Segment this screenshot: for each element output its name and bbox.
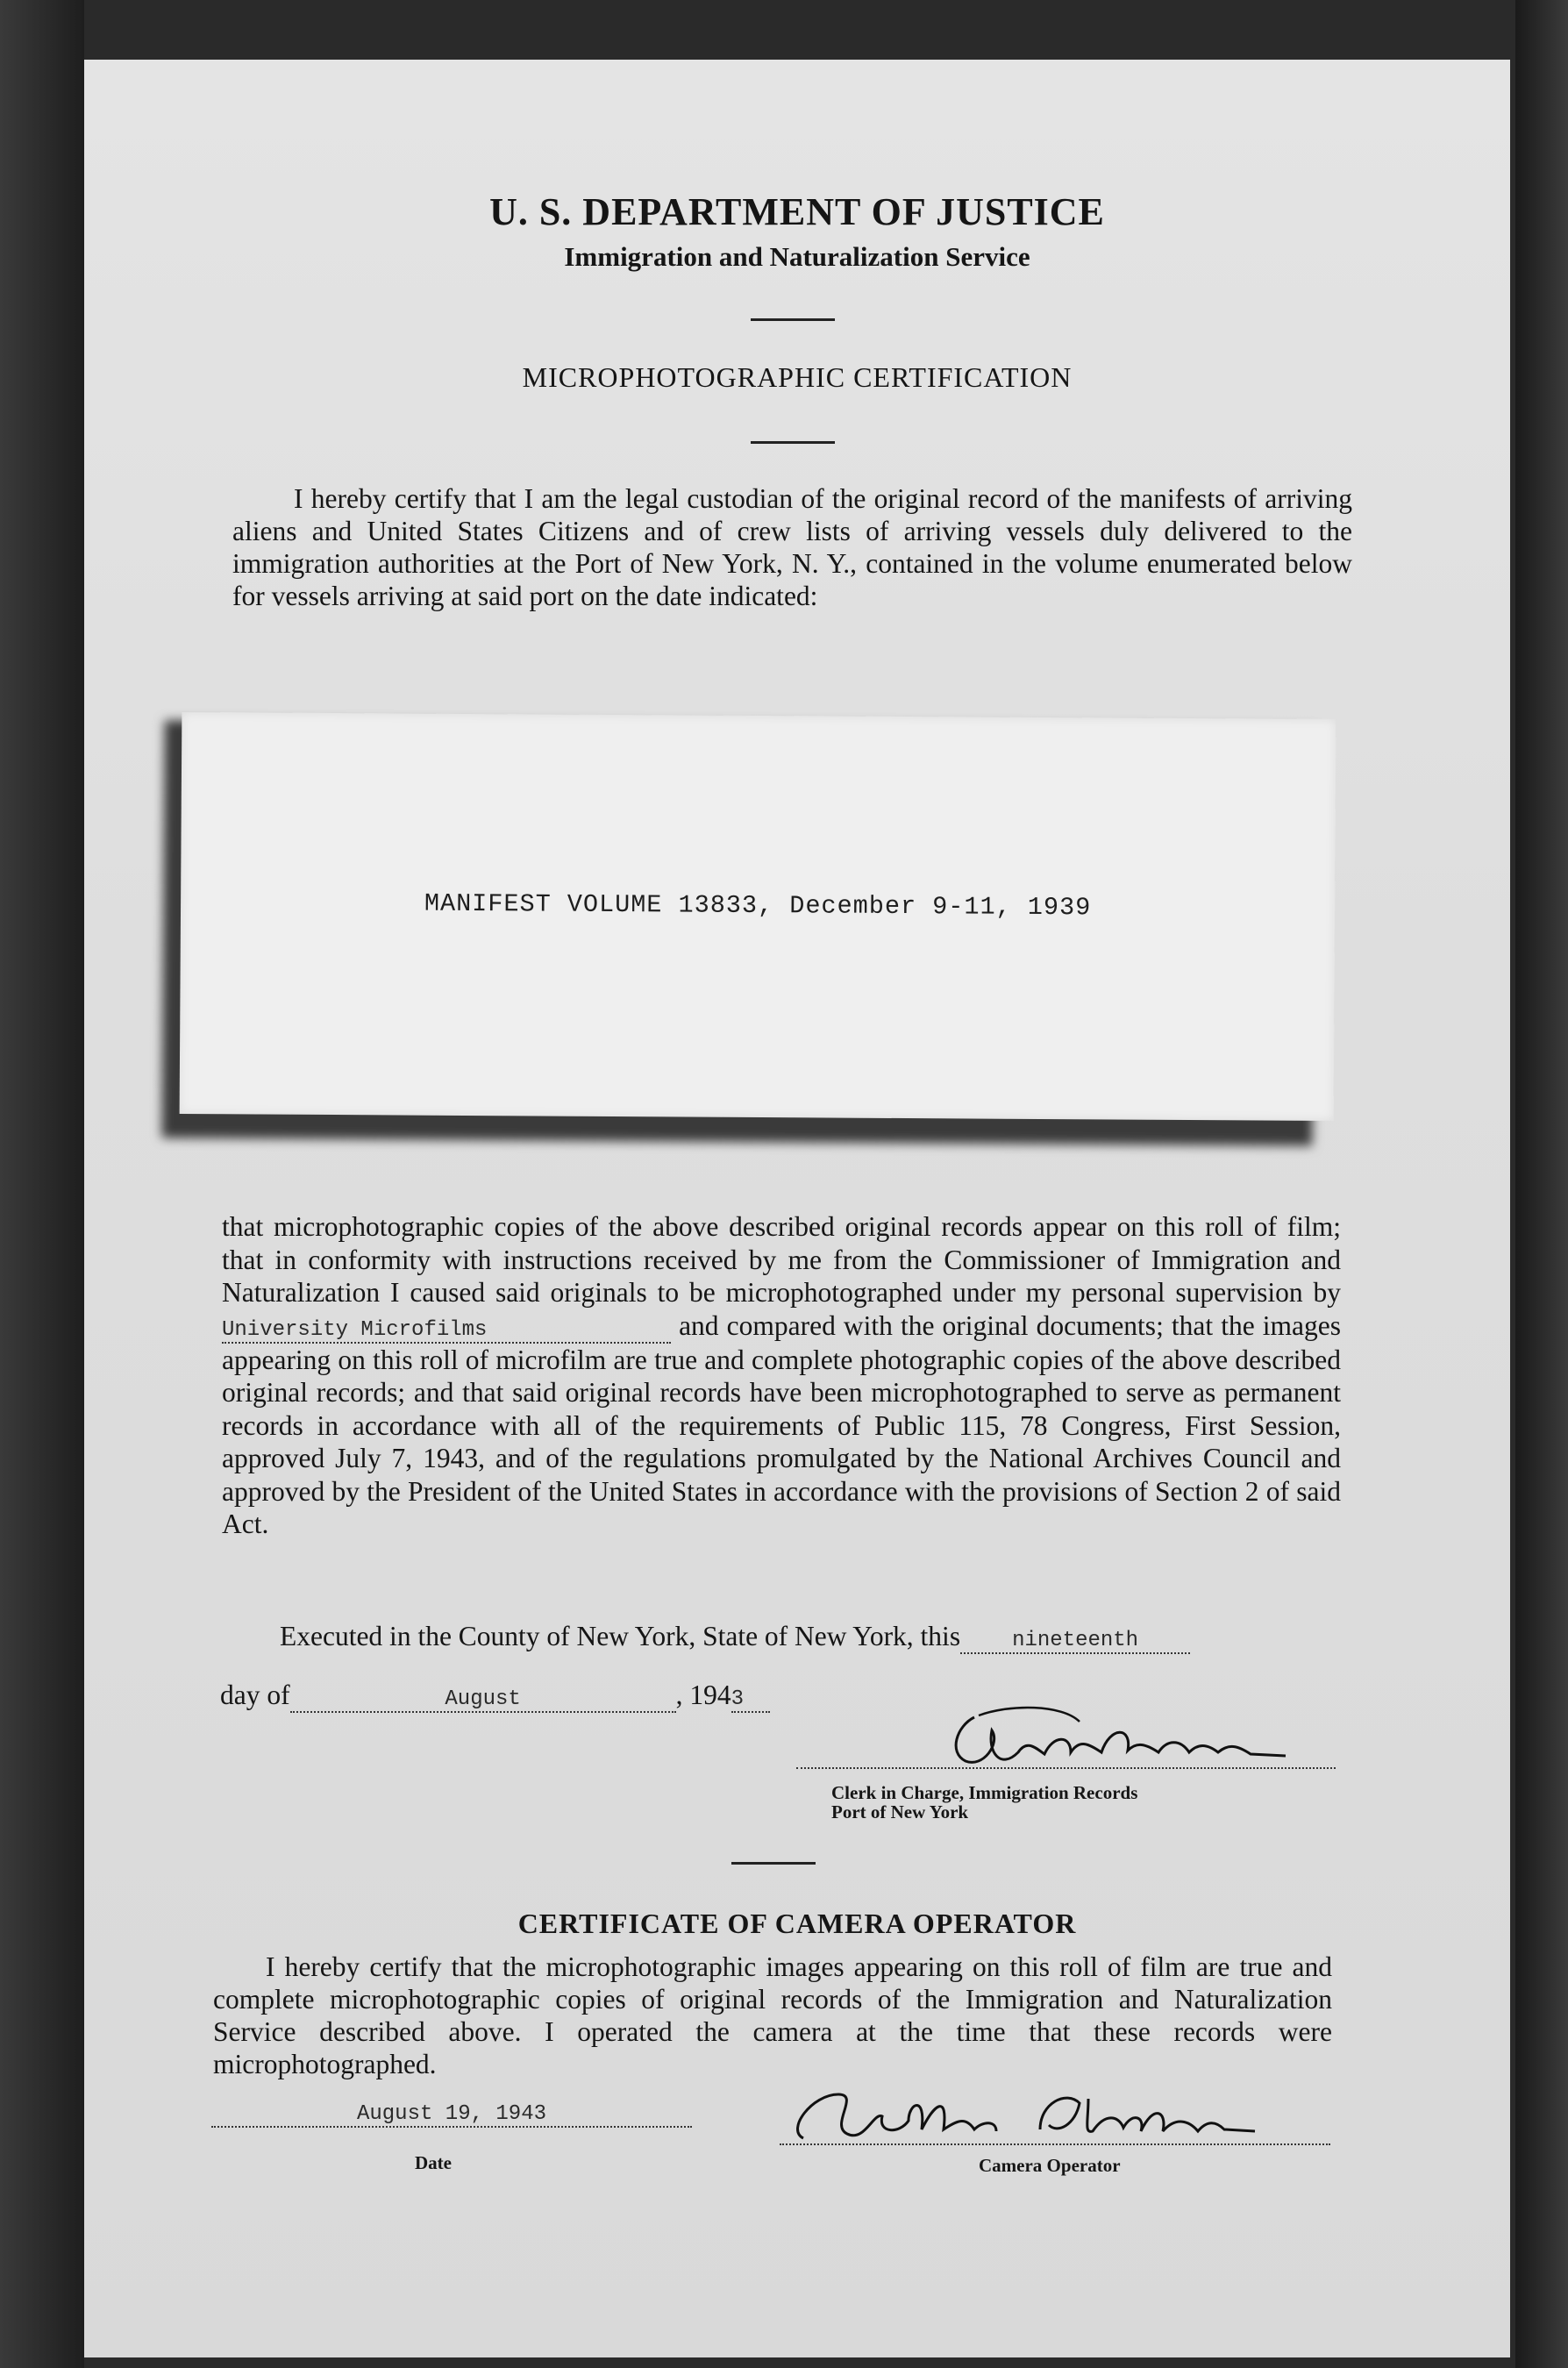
certification-text-part1: that microphotographic copies of the above described original records appear on this roll of film; that in conformity with instructions received by me from the Commissioner of Immigration and Naturalization I caused said originals to be microphotographed under my personal supervision by xyxy=(222,1211,1341,1308)
intro-paragraph xyxy=(232,482,1352,612)
camera-certificate-text xyxy=(213,1951,1332,2080)
intro-paragraph-text: I hereby certify that I am the legal custodian of the original record of the manifests of arriving aliens and United States Citizens and of crew lists of arriving vessels duly delivered to the immigration authorities at the Port of New York, N. Y., contained in the volume enumerated below for vessels arriving at said port on the date indicated: xyxy=(232,483,1352,611)
title-divider xyxy=(751,441,835,444)
film-edge-right xyxy=(1515,0,1568,2368)
volume-slip xyxy=(180,712,1336,1121)
execution-prefix: Executed in the County of New York, State of New York, this xyxy=(280,1621,961,1651)
photographer-field: University Microfilms xyxy=(222,1319,671,1344)
month-field: August xyxy=(290,1688,676,1713)
form-title: MICROPHOTOGRAPHIC CERTIFICATION xyxy=(522,361,1073,393)
department-title: U. S. DEPARTMENT OF JUSTICE xyxy=(489,190,1105,233)
clerk-title-line1: Clerk in Charge, Immigration Records xyxy=(831,1782,1138,1803)
camera-certificate-body: I hereby certify that the microphotographic images appearing on this roll of film are true and complete microphotographic copies of original records of the Immigration and Naturalization Service described above. I operated the camera at the time that these records were microphotographed. xyxy=(213,1951,1332,2079)
day-field: nineteenth xyxy=(960,1630,1190,1654)
clerk-signature xyxy=(939,1700,1308,1779)
certificate-page xyxy=(84,60,1510,2357)
date-line xyxy=(220,1680,770,1713)
execution-line xyxy=(280,1621,1190,1654)
certification-body xyxy=(222,1210,1341,1541)
volume-slip-text: MANIFEST VOLUME 13833, December 9-11, 1939 xyxy=(424,888,1092,923)
service-subtitle: Immigration and Naturalization Service xyxy=(564,241,1030,272)
year-prefix: , 194 xyxy=(675,1680,731,1710)
operator-date-value: August 19, 1943 xyxy=(211,2103,692,2128)
camera-operator-label: Camera Operator xyxy=(979,2155,1121,2176)
section-divider xyxy=(731,1862,816,1865)
year-digit-field: 3 xyxy=(731,1688,770,1713)
clerk-title-line2: Port of New York xyxy=(831,1801,969,1822)
operator-signature xyxy=(777,2077,1268,2156)
operator-date-field xyxy=(211,2103,692,2128)
day-of-label: day of xyxy=(220,1680,290,1710)
camera-certificate-heading: CERTIFICATE OF CAMERA OPERATOR xyxy=(517,1908,1077,1939)
film-edge-left xyxy=(0,0,84,2368)
date-label: Date xyxy=(415,2152,452,2173)
certification-text-part2: and compared with the original documents; that the images appearing on this roll of microfilm are true and complete photographic copies of the above described original records; and that said original records have been microphotographed to serve as permanent records in accordance with all of the requirements of Public 115, 78 Congress, First Session, approved July 7, 1943, and of the regulations promulgated by the National Archives Council and approved by the President of the United States in accordance with the provisions of Section 2 of said Act. xyxy=(222,1309,1341,1539)
header-divider xyxy=(751,318,835,321)
